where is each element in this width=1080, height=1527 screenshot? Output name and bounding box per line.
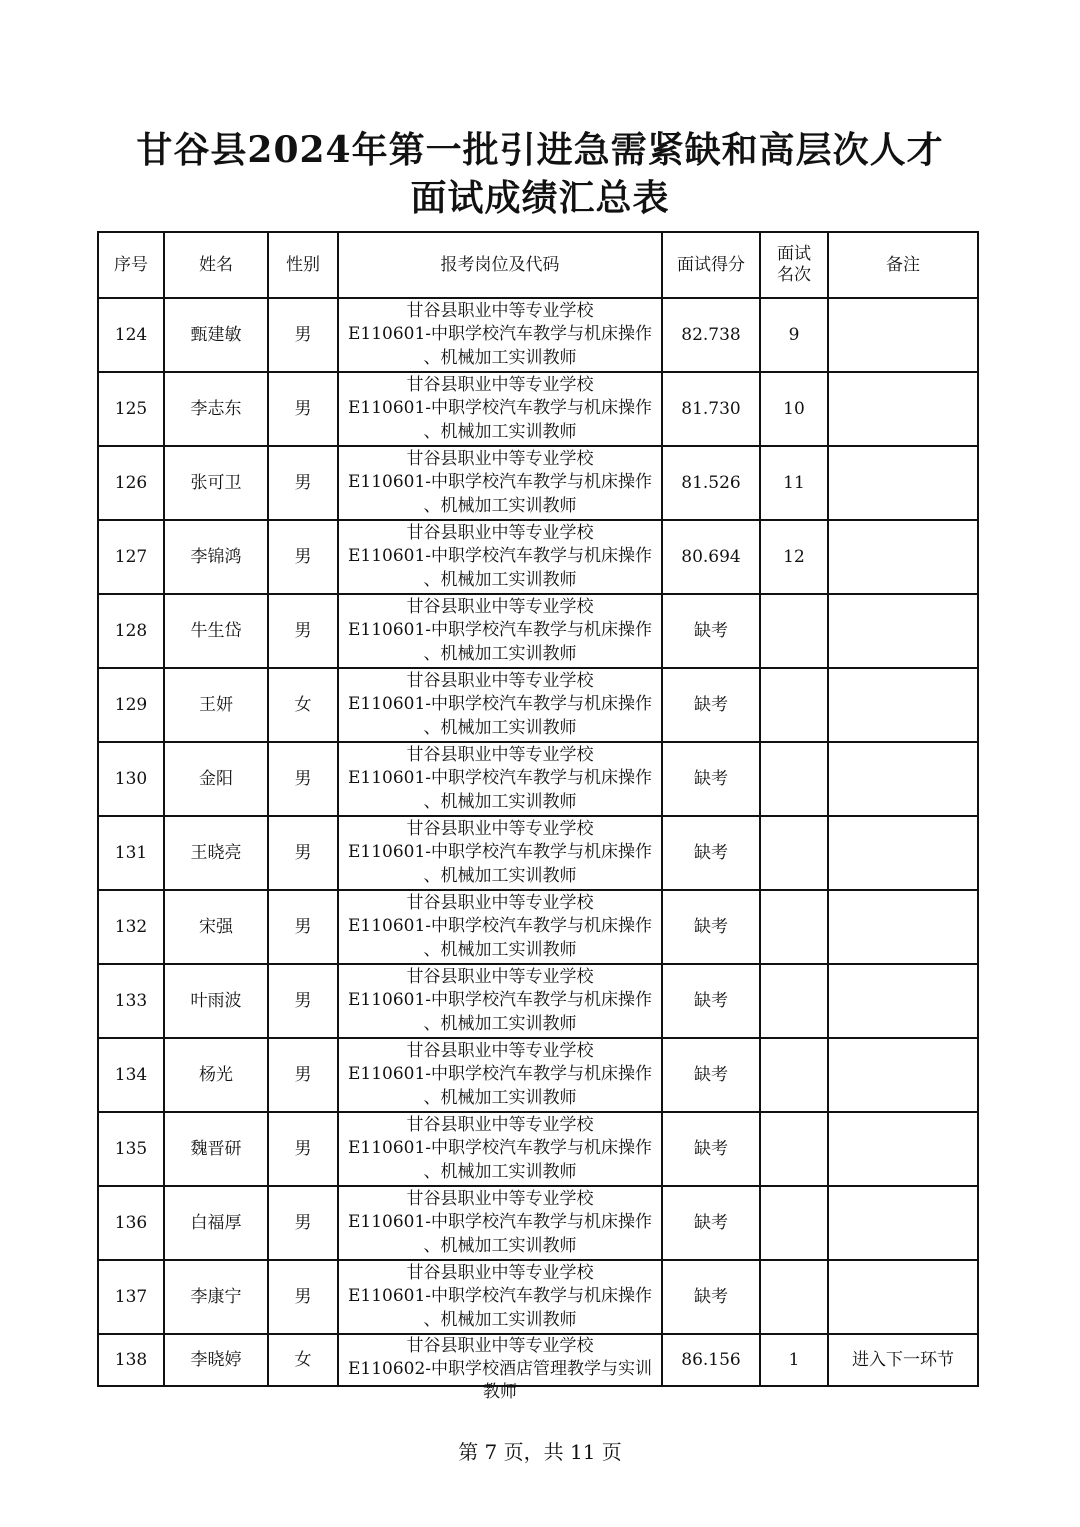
cell-seq: 132	[98, 890, 164, 964]
table-header-row	[98, 232, 978, 298]
position-line-1: 甘谷县职业中等专业学校	[406, 448, 594, 469]
position-line-3: 、机械加工实训教师	[423, 1161, 577, 1182]
position-line-2: E110601-中职学校汽车教学与机床操作	[347, 324, 653, 345]
position-line-2: E110601-中职学校汽车教学与机床操作	[347, 1138, 653, 1159]
header-rank-line2: 名次	[777, 265, 811, 285]
cell-position	[338, 668, 662, 742]
cell-name: 宋强	[164, 890, 268, 964]
cell-remark	[828, 1112, 978, 1186]
cell-gender: 男	[268, 298, 338, 372]
position-line-2: E110601-中职学校汽车教学与机床操作	[347, 694, 653, 715]
position-line-3: 、机械加工实训教师	[423, 1235, 577, 1256]
cell-rank	[760, 1260, 828, 1334]
header-rank-line1: 面试	[777, 244, 811, 264]
page-title-line-1: 甘谷县2024年第一批引进急需紧缺和高层次人才	[136, 129, 944, 171]
page-title-line-2: 面试成绩汇总表	[410, 177, 670, 219]
cell-rank: 1	[760, 1334, 828, 1386]
cell-score: 缺考	[662, 1038, 760, 1112]
table-row	[98, 668, 978, 742]
cell-remark	[828, 668, 978, 742]
cell-position	[338, 1112, 662, 1186]
cell-seq: 133	[98, 964, 164, 1038]
table-row	[98, 1112, 978, 1186]
cell-rank: 10	[760, 372, 828, 446]
cell-seq: 129	[98, 668, 164, 742]
cell-remark	[828, 742, 978, 816]
cell-score: 81.730	[662, 372, 760, 446]
position-line-1: 甘谷县职业中等专业学校	[406, 892, 594, 913]
cell-rank	[760, 964, 828, 1038]
position-line-2: E110601-中职学校汽车教学与机床操作	[347, 546, 653, 567]
header-name: 姓名	[164, 232, 268, 298]
position-line-1: 甘谷县职业中等专业学校	[406, 818, 594, 839]
cell-rank: 11	[760, 446, 828, 520]
cell-score: 81.526	[662, 446, 760, 520]
cell-seq: 125	[98, 372, 164, 446]
cell-score: 缺考	[662, 964, 760, 1038]
position-line-3: 、机械加工实训教师	[423, 1087, 577, 1108]
cell-rank	[760, 594, 828, 668]
position-line-2: E110601-中职学校汽车教学与机床操作	[347, 842, 653, 863]
cell-rank	[760, 1038, 828, 1112]
cell-remark	[828, 372, 978, 446]
cell-position	[338, 594, 662, 668]
cell-gender: 男	[268, 1112, 338, 1186]
cell-position	[338, 742, 662, 816]
score-table	[97, 231, 979, 1402]
position-line-1: 甘谷县职业中等专业学校	[406, 1114, 594, 1135]
cell-gender: 男	[268, 594, 338, 668]
cell-rank	[760, 742, 828, 816]
cell-seq: 126	[98, 446, 164, 520]
table-row	[98, 890, 978, 964]
cell-rank: 9	[760, 298, 828, 372]
cell-remark	[828, 1038, 978, 1112]
position-line-2: E110601-中职学校汽车教学与机床操作	[347, 990, 653, 1011]
table-row	[98, 1334, 978, 1386]
table-row	[98, 298, 978, 372]
position-line-2: E110601-中职学校汽车教学与机床操作	[347, 768, 653, 789]
cell-name: 叶雨波	[164, 964, 268, 1038]
position-line-1: 甘谷县职业中等专业学校	[406, 596, 594, 617]
header-remark: 备注	[828, 232, 978, 298]
position-line-2: E110601-中职学校汽车教学与机床操作	[347, 1212, 653, 1233]
position-line-1: 甘谷县职业中等专业学校	[406, 744, 594, 765]
page-footer: 第 7 页，共 11 页	[458, 1440, 622, 1464]
cell-remark	[828, 446, 978, 520]
position-line-2: E110601-中职学校汽车教学与机床操作	[347, 620, 653, 641]
position-line-1: 甘谷县职业中等专业学校	[406, 1262, 594, 1283]
cell-score: 缺考	[662, 816, 760, 890]
cell-name: 金阳	[164, 742, 268, 816]
table-row	[98, 446, 978, 520]
cell-rank	[760, 816, 828, 890]
cell-seq: 127	[98, 520, 164, 594]
cell-position	[338, 298, 662, 372]
cell-gender: 男	[268, 1260, 338, 1334]
position-line-1: 甘谷县职业中等专业学校	[406, 966, 594, 987]
table-row	[98, 964, 978, 1038]
table-row	[98, 594, 978, 668]
cell-name: 王妍	[164, 668, 268, 742]
cell-rank	[760, 668, 828, 742]
cell-seq: 128	[98, 594, 164, 668]
position-line-2: E110601-中职学校汽车教学与机床操作	[347, 472, 653, 493]
position-line-2: E110601-中职学校汽车教学与机床操作	[347, 916, 653, 937]
cell-gender: 男	[268, 372, 338, 446]
cell-gender: 女	[268, 1334, 338, 1386]
cell-seq: 124	[98, 298, 164, 372]
cell-name: 张可卫	[164, 446, 268, 520]
cell-remark	[828, 1186, 978, 1260]
cell-position	[338, 1038, 662, 1112]
cell-score: 缺考	[662, 1186, 760, 1260]
header-rank	[760, 232, 828, 298]
position-line-3: 、机械加工实训教师	[423, 939, 577, 960]
cell-position	[338, 446, 662, 520]
cell-seq: 135	[98, 1112, 164, 1186]
cell-remark	[828, 520, 978, 594]
header-position: 报考岗位及代码	[338, 232, 662, 298]
table-row	[98, 1186, 978, 1260]
cell-rank: 12	[760, 520, 828, 594]
cell-score: 缺考	[662, 668, 760, 742]
position-line-3: 、机械加工实训教师	[423, 1013, 577, 1034]
header-gender: 性别	[268, 232, 338, 298]
cell-name: 白福厚	[164, 1186, 268, 1260]
cell-seq: 136	[98, 1186, 164, 1260]
cell-name: 甄建敏	[164, 298, 268, 372]
cell-gender: 男	[268, 964, 338, 1038]
position-line-1: 甘谷县职业中等专业学校	[406, 670, 594, 691]
cell-position	[338, 1260, 662, 1334]
cell-gender: 男	[268, 446, 338, 520]
cell-score: 缺考	[662, 1260, 760, 1334]
position-line-3: 、机械加工实训教师	[423, 421, 577, 442]
table-row	[98, 372, 978, 446]
position-line-1: 甘谷县职业中等专业学校	[406, 1040, 594, 1061]
header-seq: 序号	[98, 232, 164, 298]
position-line-3: 教师	[483, 1382, 517, 1402]
cell-position	[338, 372, 662, 446]
position-line-1: 甘谷县职业中等专业学校	[406, 522, 594, 543]
cell-name: 魏晋研	[164, 1112, 268, 1186]
cell-score: 86.156	[662, 1334, 760, 1386]
cell-score: 缺考	[662, 742, 760, 816]
table-row	[98, 816, 978, 890]
cell-position	[338, 1334, 662, 1402]
position-line-3: 、机械加工实训教师	[423, 347, 577, 368]
cell-remark: 进入下一环节	[828, 1334, 978, 1386]
cell-seq: 138	[98, 1334, 164, 1386]
position-line-3: 、机械加工实训教师	[423, 865, 577, 886]
cell-rank	[760, 1112, 828, 1186]
cell-seq: 134	[98, 1038, 164, 1112]
cell-position	[338, 890, 662, 964]
position-line-3: 、机械加工实训教师	[423, 643, 577, 664]
cell-seq: 137	[98, 1260, 164, 1334]
position-line-1: 甘谷县职业中等专业学校	[406, 1336, 594, 1356]
position-line-3: 、机械加工实训教师	[423, 569, 577, 590]
cell-gender: 男	[268, 1038, 338, 1112]
position-line-3: 、机械加工实训教师	[423, 717, 577, 738]
cell-rank	[760, 1186, 828, 1260]
table-row	[98, 1038, 978, 1112]
cell-score: 缺考	[662, 1112, 760, 1186]
cell-score: 缺考	[662, 890, 760, 964]
cell-position	[338, 520, 662, 594]
cell-name: 李志东	[164, 372, 268, 446]
cell-remark	[828, 298, 978, 372]
cell-remark	[828, 1260, 978, 1334]
cell-seq: 131	[98, 816, 164, 890]
cell-gender: 男	[268, 742, 338, 816]
cell-position	[338, 1186, 662, 1260]
cell-score: 80.694	[662, 520, 760, 594]
position-line-2: E110601-中职学校汽车教学与机床操作	[347, 1286, 653, 1307]
position-line-3: 、机械加工实训教师	[423, 791, 577, 812]
table-row	[98, 742, 978, 816]
position-line-1: 甘谷县职业中等专业学校	[406, 1188, 594, 1209]
cell-name: 李锦鸿	[164, 520, 268, 594]
cell-seq: 130	[98, 742, 164, 816]
cell-remark	[828, 964, 978, 1038]
cell-gender: 女	[268, 668, 338, 742]
cell-remark	[828, 594, 978, 668]
cell-score: 缺考	[662, 594, 760, 668]
cell-score: 82.738	[662, 298, 760, 372]
cell-name: 李晓婷	[164, 1334, 268, 1386]
cell-remark	[828, 816, 978, 890]
cell-gender: 男	[268, 520, 338, 594]
position-line-1: 甘谷县职业中等专业学校	[406, 300, 594, 321]
table-row	[98, 520, 978, 594]
cell-rank	[760, 890, 828, 964]
position-line-2: E110601-中职学校汽车教学与机床操作	[347, 398, 653, 419]
position-line-2: E110601-中职学校汽车教学与机床操作	[347, 1064, 653, 1085]
position-line-2: E110602-中职学校酒店管理教学与实训	[347, 1359, 653, 1379]
cell-name: 李康宁	[164, 1260, 268, 1334]
cell-position	[338, 816, 662, 890]
position-line-3: 、机械加工实训教师	[423, 495, 577, 516]
position-line-3: 、机械加工实训教师	[423, 1309, 577, 1330]
cell-position	[338, 964, 662, 1038]
table-row	[98, 1260, 978, 1334]
cell-name: 牛生岱	[164, 594, 268, 668]
cell-gender: 男	[268, 890, 338, 964]
cell-gender: 男	[268, 1186, 338, 1260]
cell-name: 王晓亮	[164, 816, 268, 890]
position-line-1: 甘谷县职业中等专业学校	[406, 374, 594, 395]
cell-gender: 男	[268, 816, 338, 890]
cell-remark	[828, 890, 978, 964]
header-score: 面试得分	[662, 232, 760, 298]
cell-name: 杨光	[164, 1038, 268, 1112]
